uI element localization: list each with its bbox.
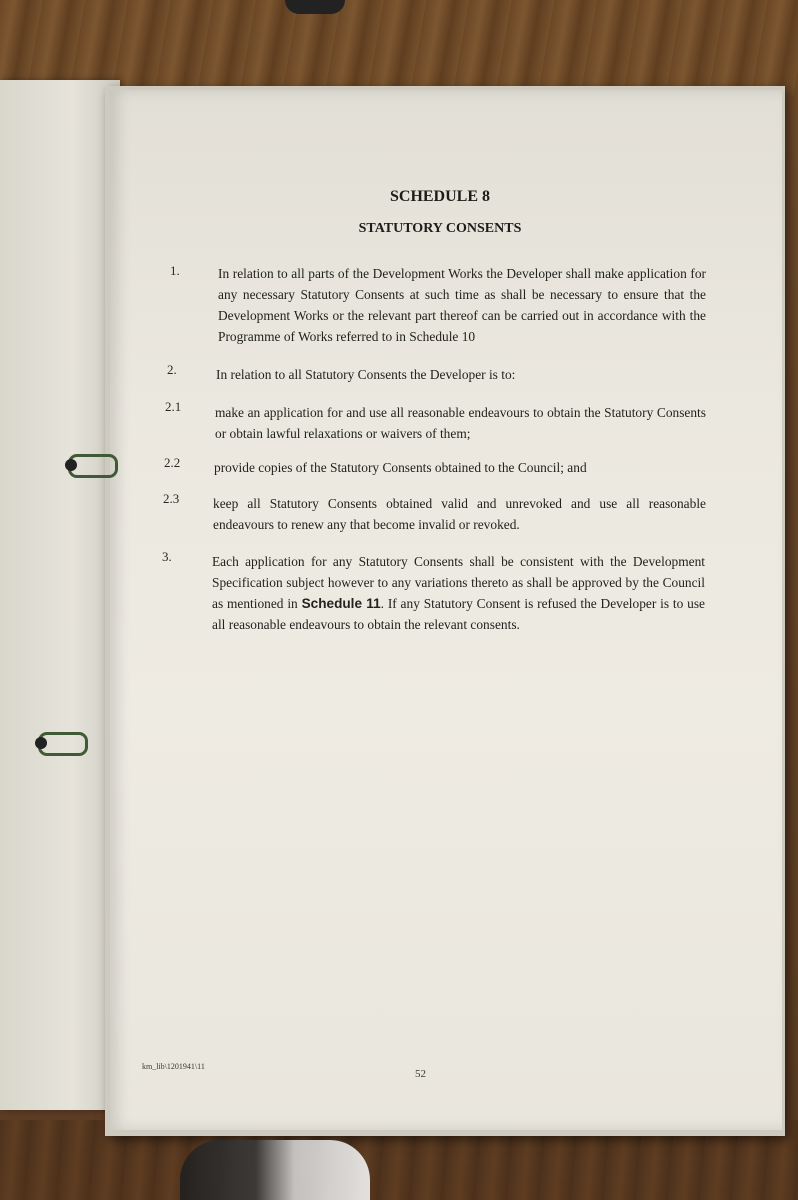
- clause-text: In relation to all Statutory Consents the Developer is to:: [216, 367, 516, 382]
- clause-text: keep all Statutory Consents obtained valid and unrevoked and use all reasonable endeavours to renew any that become invalid or revoked.: [213, 496, 706, 532]
- desk-object: [285, 0, 345, 14]
- schedule-title: SCHEDULE 8: [389, 188, 491, 205]
- document-reference: km_lib\1201941\11: [142, 1062, 205, 1071]
- clause-number: 2.1: [165, 399, 182, 414]
- clause-number: 3.: [162, 549, 172, 564]
- clause-text: make an application for and use all reasonable endeavours to obtain the Statutory Consents or obtain lawful relaxations or waivers of them;: [215, 405, 706, 441]
- clause-number: 1.: [170, 263, 180, 278]
- clause-text-part: . If any Statutory Consent is refused the Developer is to use all reasonable endeavours to obtain the relevant consents.: [212, 596, 705, 632]
- schedule-subtitle: STATUTORY CONSENTS: [358, 221, 522, 236]
- clause-text-part: Each application for any Statutory Consents shall be consistent with the Development Specification subject however to any variations thereto as shall be approved by the Council as mentioned in: [212, 554, 705, 611]
- schedule-reference: Schedule 11: [301, 596, 381, 611]
- binder-ring-upper: [68, 454, 118, 478]
- binder-left-page: [0, 80, 120, 1110]
- desk-object-bottom: [180, 1140, 370, 1200]
- clause-number: 2.3: [163, 491, 180, 506]
- clause-text: [212, 551, 705, 635]
- clause-text: provide copies of the Statutory Consents obtained to the Council; and: [214, 460, 587, 475]
- page-number: 52: [415, 1068, 426, 1080]
- clause-text: In relation to all parts of the Development Works the Developer shall make application for any necessary Statutory Consents at such time as shall be necessary to ensure that the Development Works or the relevant part thereof can be carried out in accordance with the Programme of Works referred to in Schedule 10: [218, 266, 706, 344]
- binder-ring-lower: [38, 732, 88, 756]
- clause-number: 2.: [167, 362, 177, 377]
- clause-number: 2.2: [164, 455, 181, 470]
